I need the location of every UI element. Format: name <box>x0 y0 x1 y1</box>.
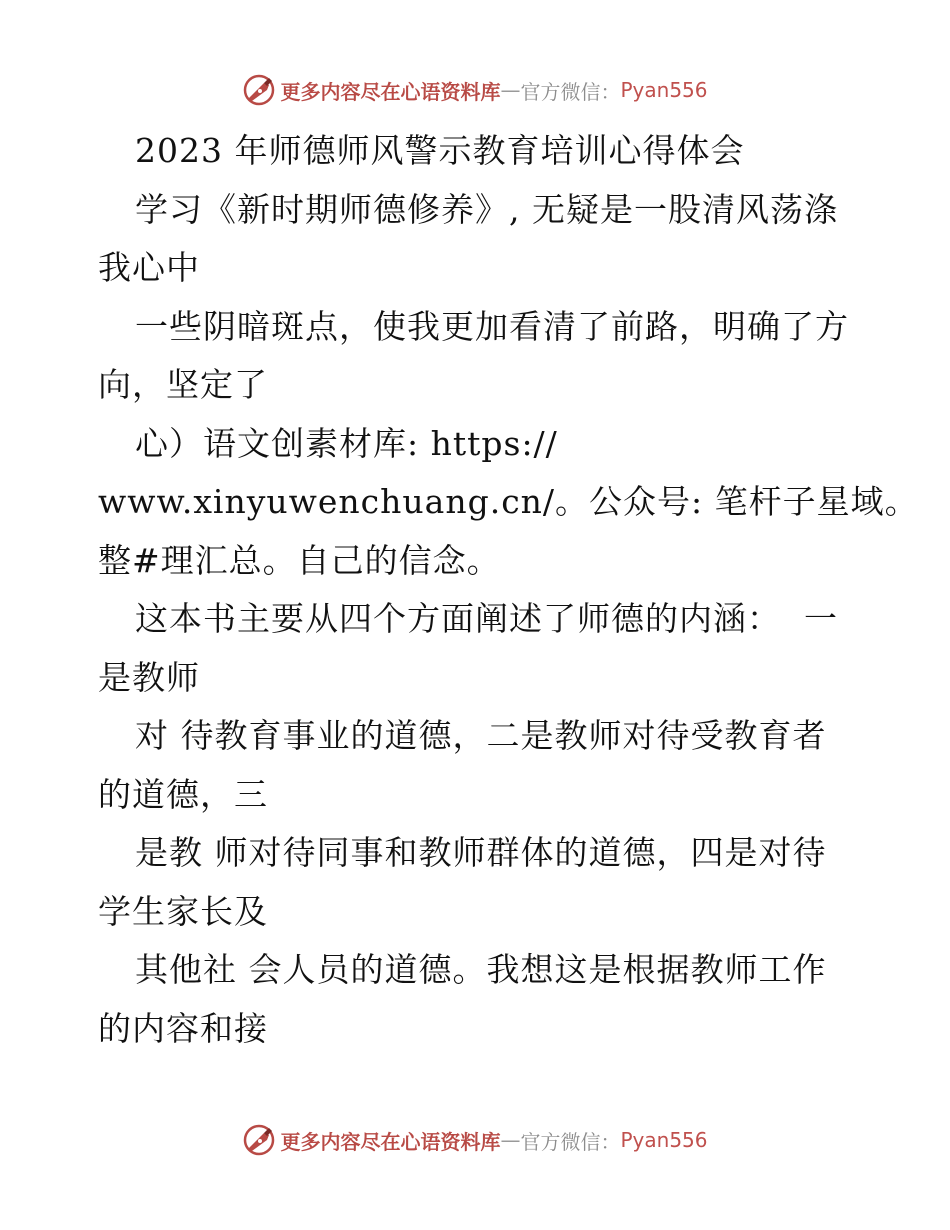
text-line: 学习《新时期师德修养》, 无疑是一股清风荡涤 <box>135 189 838 229</box>
banner-brand: 更多内容尽在心语资料库 <box>280 1129 501 1154</box>
text-line: 整#理汇总。自己的信念。 <box>98 540 501 580</box>
text-line: 2023 年师德师风警示教育培训心得体会 <box>135 131 745 170</box>
text-line: 对 待教育事业的道德，二是教师对待受教育者 <box>135 716 827 755</box>
text-line: www.xinyuwenchuang.cn/。公众号: 笔杆子星域。 <box>98 482 919 521</box>
text-line: 是教 师对待同事和教师群体的道德，四是对待 <box>135 833 827 872</box>
text-line: 一些阴暗斑点，使我更加看清了前路，明确了方 <box>135 306 849 346</box>
header-banner <box>0 70 950 110</box>
text-line: 学生家长及 <box>98 891 268 931</box>
banner-account: Pyan556 <box>620 1128 708 1152</box>
banner-brand: 更多内容尽在心语资料库 <box>280 79 501 104</box>
banner-label: 官方微信： <box>520 1129 621 1154</box>
banner-separator: — <box>500 78 521 102</box>
text-line: 向，坚定了 <box>98 365 268 404</box>
text-line: 是教师 <box>98 657 200 697</box>
text-line: 这本书主要从四个方面阐述了师德的内涵： 一 <box>135 599 838 638</box>
footer-banner <box>0 1120 950 1160</box>
document-body <box>98 122 919 1058</box>
banner-account: Pyan556 <box>620 78 708 102</box>
pen-nib-seal-icon <box>242 73 276 107</box>
banner-label: 官方微信： <box>520 79 621 104</box>
banner-separator: — <box>500 1128 521 1152</box>
text-line: 的道德，三 <box>98 774 268 814</box>
text-line: 我心中 <box>98 248 200 287</box>
text-line: 心）语文创素材库: https:// <box>135 423 558 463</box>
text-line: 的内容和接 <box>98 1008 268 1048</box>
text-line: 其他社 会人员的道德。我想这是根据教师工作 <box>135 950 827 989</box>
pen-nib-seal-icon <box>242 1123 276 1157</box>
